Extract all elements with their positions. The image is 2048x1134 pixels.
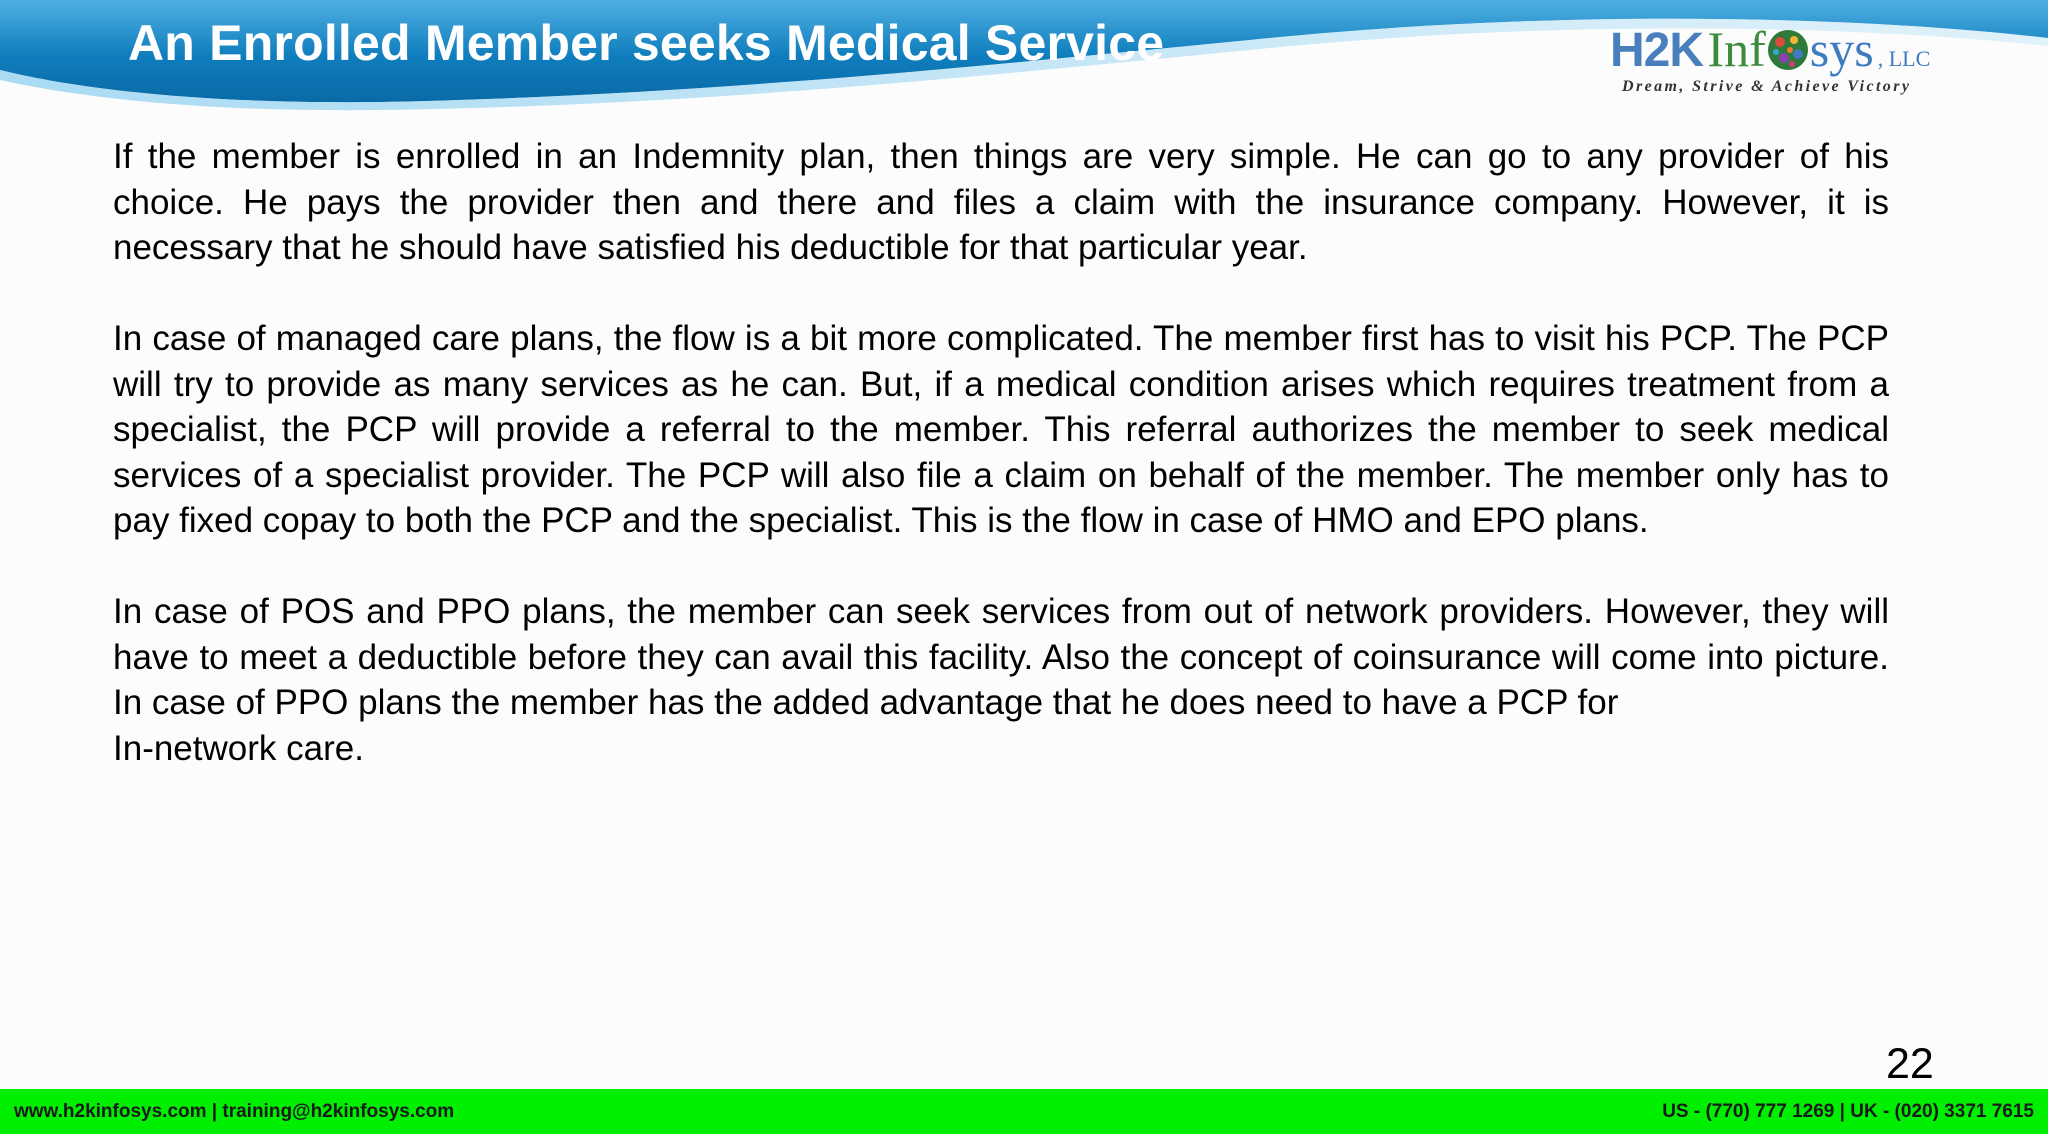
body-paragraph-2: In case of managed care plans, the flow is a bit more complicated. The member first has to visit his PCP. The PCP will try to provide as many services as he can. But, if a medical condition arises which requires treatment from a specialist, the PCP will provide a referral to the member. This referral authorizes the member to seek medical services of a specialist provider. The PCP will also file a claim on behalf of the member. The member only has to pay fixed copay to both the PCP and the specialist. This is the flow in case of HMO and EPO plans. — [113, 319, 1889, 540]
globe-icon — [1766, 28, 1810, 72]
footer-contact-web-email: www.h2kinfosys.com | training@h2kinfosys.com — [14, 1101, 455, 1122]
slide-body — [113, 134, 1889, 817]
slide-title: An Enrolled Member seeks Medical Service — [128, 15, 1165, 71]
footer-contact-phone: US - (770) 777 1269 | UK - (020) 3371 7615 — [1662, 1101, 2034, 1122]
logo-brand-part2: Inf — [1707, 21, 1766, 77]
body-paragraph-3: In case of POS and PPO plans, the member can seek services from out of network providers. However, they will have to meet a deductible before they can avail this facility. Also the concept of coinsurance will come into picture. In case of PPO plans the member has the added advantage that he does need to have a PCP for — [113, 592, 1889, 722]
page-number: 22 — [1886, 1040, 1934, 1088]
footer-bar — [0, 1089, 2048, 1134]
logo-brand-part3: sys — [1809, 21, 1874, 77]
logo-brand-part1: H2K — [1610, 24, 1704, 77]
logo-suffix: , LLC — [1877, 46, 1931, 71]
company-logo — [1600, 14, 1970, 104]
logo-tagline: Dream, Strive & Achieve Victory — [1622, 78, 1912, 95]
body-paragraph-4: In-network care. — [113, 728, 364, 768]
body-paragraph-1: If the member is enrolled in an Indemnity plan, then things are very simple. He can go to any provider of his choice. He pays the provider then and there and files a claim with the insurance company. However, it is necessary that he should have satisfied his deductible for that particular year. — [113, 137, 1889, 267]
